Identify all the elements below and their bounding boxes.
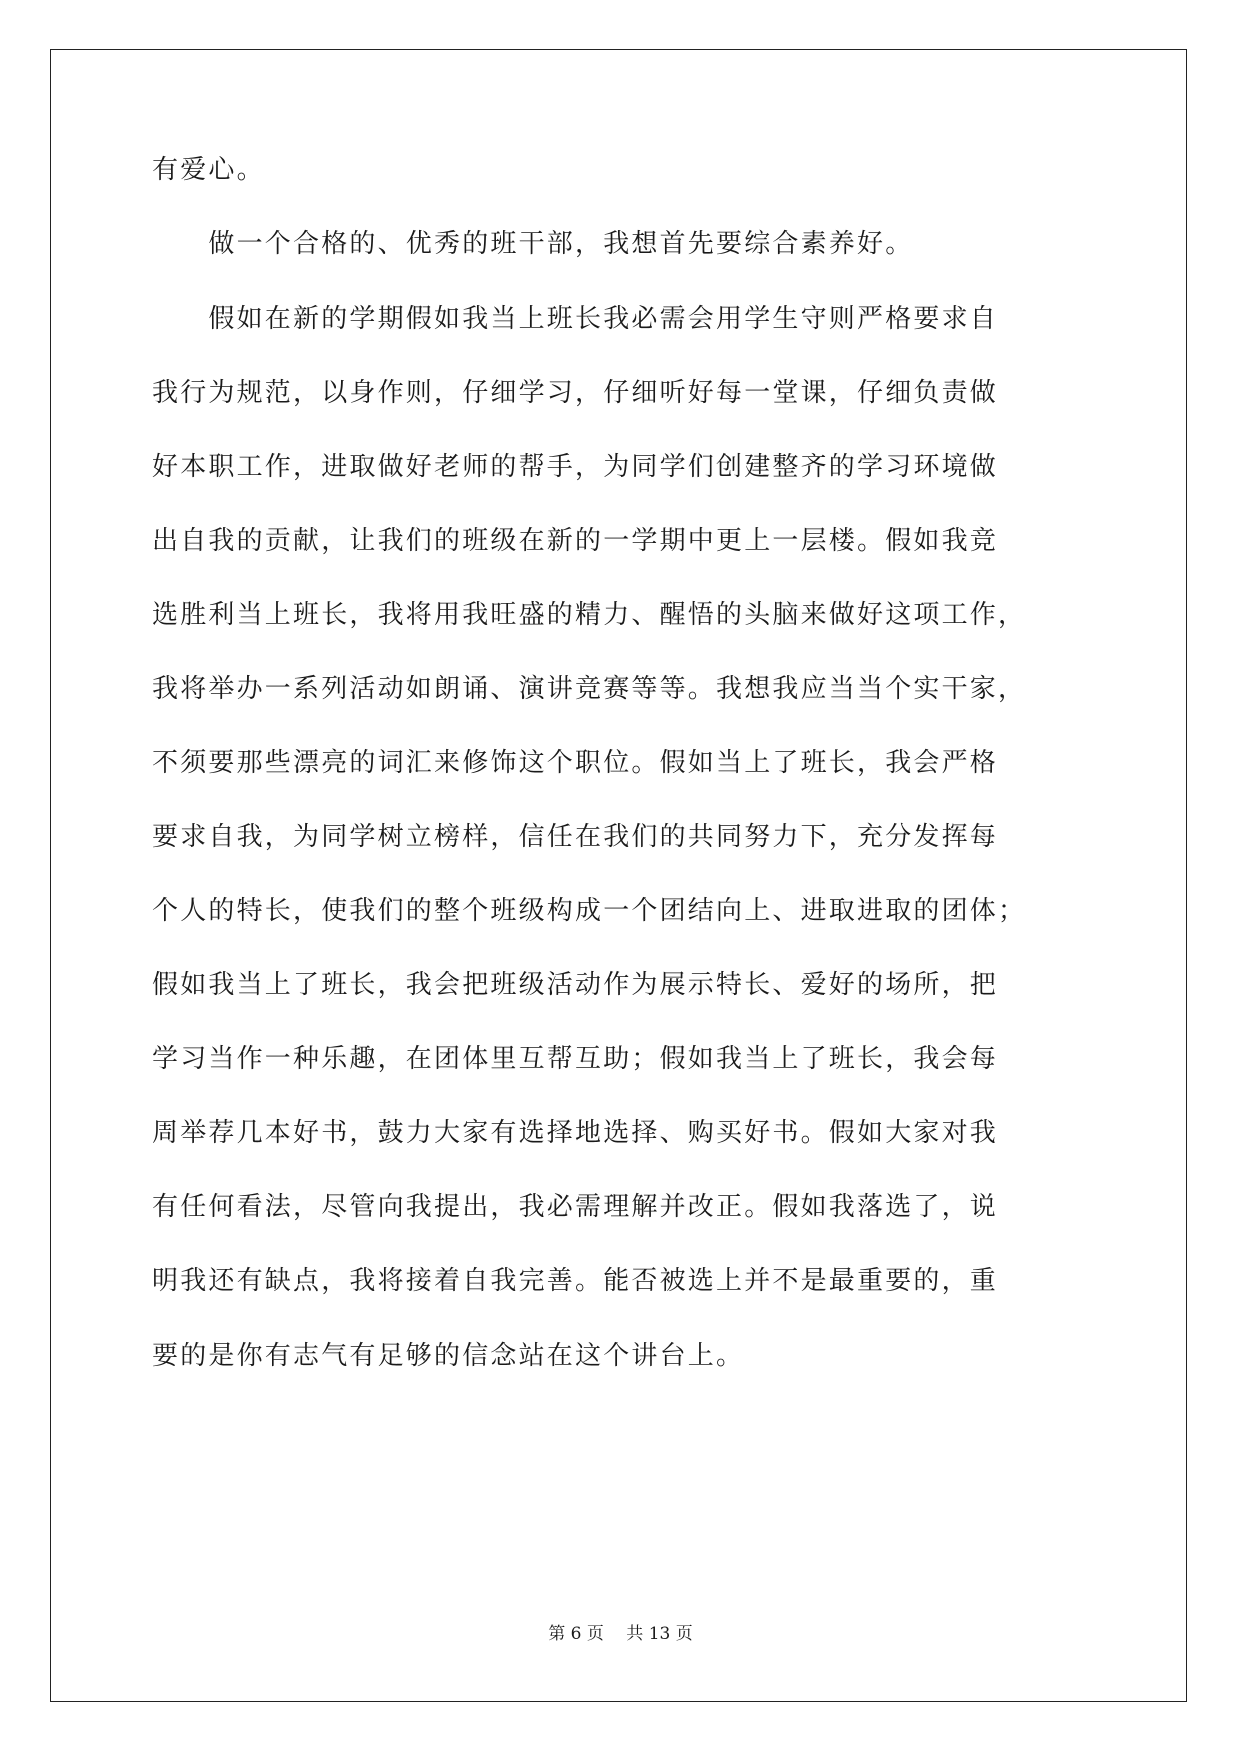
text-line: 选胜利当上班长，我将用我旺盛的精力、醒悟的头脑来做好这项工作， bbox=[152, 600, 1027, 630]
page-number-footer: 第 6 页 共 13 页 bbox=[548, 1624, 693, 1644]
text-line: 学习当作一种乐趣，在团体里互帮互助；假如我当上了班长，我会每 bbox=[152, 1044, 999, 1074]
text-line: 要的是你有志气有足够的信念站在这个讲台上。 bbox=[152, 1341, 745, 1371]
text-line: 做一个合格的、优秀的班干部，我想首先要综合素养好。 bbox=[152, 229, 914, 259]
text-line: 要求自我，为同学树立榜样，信任在我们的共同努力下，充分发挥每 bbox=[152, 822, 999, 852]
text-line: 不须要那些漂亮的词汇来修饰这个职位。假如当上了班长，我会严格 bbox=[152, 748, 999, 778]
page-border bbox=[50, 49, 1187, 1702]
text-line: 个人的特长，使我们的整个班级构成一个团结向上、进取进取的团体； bbox=[152, 896, 1027, 926]
text-line: 好本职工作，进取做好老师的帮手，为同学们创建整齐的学习环境做 bbox=[152, 452, 999, 482]
text-line: 我将举办一系列活动如朗诵、演讲竞赛等等。我想我应当当个实干家， bbox=[152, 674, 1027, 704]
text-line: 假如我当上了班长，我会把班级活动作为展示特长、爱好的场所，把 bbox=[152, 970, 999, 1000]
text-line: 周举荐几本好书，鼓力大家有选择地选择、购买好书。假如大家对我 bbox=[152, 1118, 999, 1148]
text-line: 我行为规范，以身作则，仔细学习，仔细听好每一堂课，仔细负责做 bbox=[152, 378, 999, 408]
text-line: 明我还有缺点，我将接着自我完善。能否被选上并不是最重要的，重 bbox=[152, 1266, 999, 1296]
text-line: 假如在新的学期假如我当上班长我必需会用学生守则严格要求自 bbox=[152, 304, 999, 334]
text-line: 出自我的贡献，让我们的班级在新的一学期中更上一层楼。假如我竞 bbox=[152, 526, 999, 556]
text-line: 有爱心。 bbox=[152, 155, 265, 185]
text-line: 有任何看法，尽管向我提出，我必需理解并改正。假如我落选了，说 bbox=[152, 1192, 999, 1222]
